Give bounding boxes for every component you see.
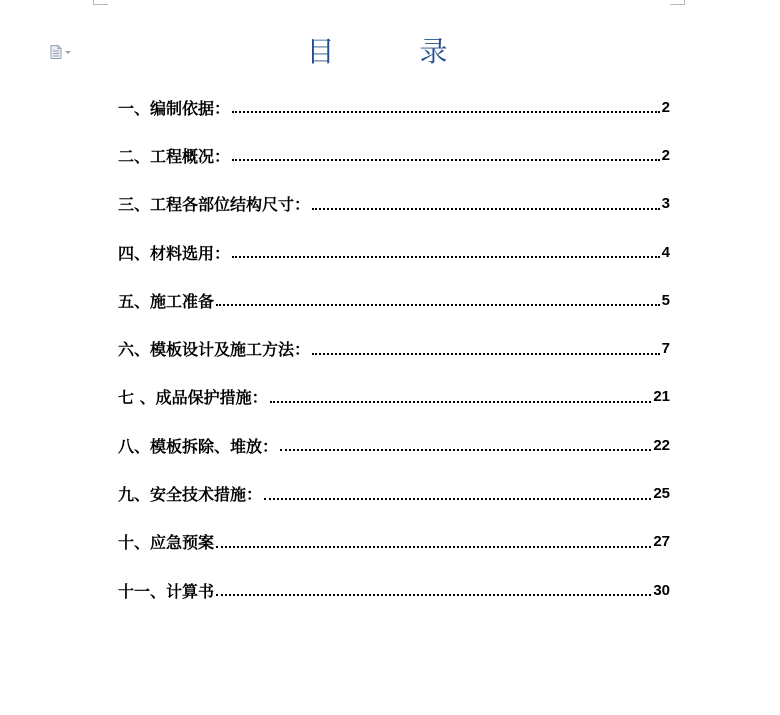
page-corner-mark-right	[670, 0, 685, 5]
toc-entry-page: 7	[661, 340, 670, 358]
toc-entry-page: 25	[653, 485, 670, 503]
toc-entry-label: 二、工程概况：	[118, 146, 231, 166]
toc-entry[interactable]	[118, 131, 670, 179]
toc-dot-leader	[216, 594, 651, 596]
toc-entry[interactable]	[118, 373, 670, 421]
toc-list	[118, 83, 670, 614]
toc-entry-label: 三、工程各部位结构尺寸：	[118, 195, 311, 215]
toc-entry-label: 六、模板设计及施工方法：	[118, 340, 311, 360]
toc-entry-page: 27	[653, 533, 670, 551]
toc-entry-label: 八、模板拆除、堆放：	[118, 436, 279, 456]
page-corner-mark-left	[93, 0, 108, 5]
toc-entry-page: 22	[653, 436, 670, 454]
toc-entry[interactable]	[118, 324, 670, 372]
toc-entry-label: 九、安全技术措施：	[118, 485, 263, 505]
toc-dot-leader	[216, 304, 660, 306]
toc-entry[interactable]	[118, 518, 670, 566]
toc-dot-leader	[232, 256, 660, 258]
toc-entry-page: 2	[661, 146, 670, 164]
toc-dot-leader	[312, 353, 660, 355]
toc-entry[interactable]	[118, 228, 670, 276]
toc-entry-label: 四、材料选用：	[118, 243, 231, 263]
toc-entry-page: 4	[661, 243, 670, 261]
toc-entry[interactable]	[118, 276, 670, 324]
toc-dot-leader	[264, 498, 651, 500]
toc-entry-page: 30	[653, 581, 670, 599]
toc-entry-label: 十一、计算书	[118, 581, 215, 601]
toc-dot-leader	[270, 401, 652, 403]
toc-dot-leader	[216, 546, 651, 548]
toc-entry-page: 3	[661, 195, 670, 213]
toc-entry-label: 一、编制依据：	[118, 98, 231, 118]
toc-entry-page: 2	[661, 98, 670, 116]
toc-dot-leader	[232, 159, 660, 161]
toc-entry[interactable]	[118, 180, 670, 228]
toc-entry[interactable]	[118, 421, 670, 469]
toc-title: 目 录	[306, 35, 486, 68]
toc-dot-leader	[312, 208, 660, 210]
toc-dot-leader	[280, 449, 651, 451]
toc-entry-page: 5	[661, 291, 670, 309]
toc-entry-page: 21	[653, 388, 670, 406]
toc-entry-label: 十、应急预案	[118, 533, 215, 553]
toc-entry[interactable]	[118, 469, 670, 517]
toc-entry[interactable]	[118, 566, 670, 614]
toc-entry-label: 七 、成品保护措施：	[118, 388, 268, 408]
toc-dot-leader	[232, 111, 660, 113]
toc-entry-label: 五、施工准备	[118, 291, 215, 311]
toc-entry[interactable]	[118, 83, 670, 131]
